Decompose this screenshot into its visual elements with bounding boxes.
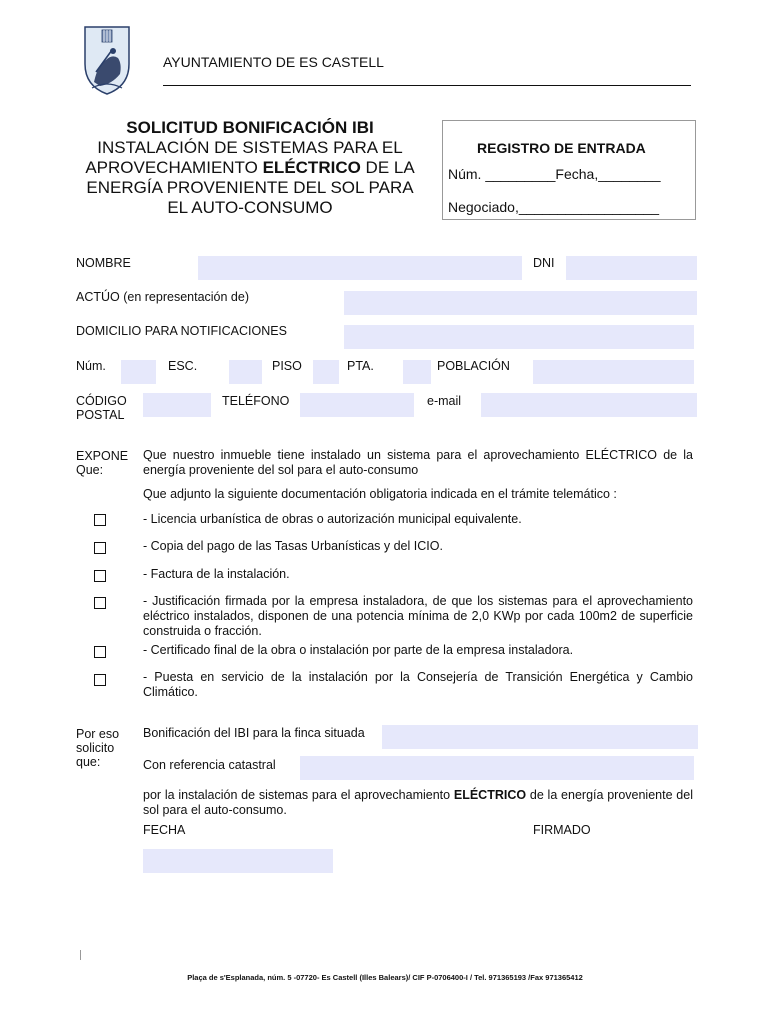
referencia-catastral-field[interactable] [300, 756, 694, 780]
num-label: Núm. [76, 359, 106, 373]
document-title [60, 118, 440, 218]
bonificacion-label: Bonificación del IBI para la finca situada [143, 726, 365, 740]
domicilio-field[interactable] [344, 325, 694, 349]
checkbox-justificacion[interactable] [94, 597, 106, 609]
checkbox-licencia[interactable] [94, 514, 106, 526]
domicilio-label: DOMICILIO PARA NOTIFICACIONES [76, 324, 287, 338]
doc-item-justificacion: - Justificación firmada por la empresa instaladora, de que los sistemas para el aprovechamiento eléctrico instalados, disponen de una potencia mínima de 2,0 KWp por cada 100m2 de superficie construida o fracción. [143, 594, 693, 638]
codigo-postal-field[interactable] [143, 393, 211, 417]
esc-field[interactable] [229, 360, 262, 384]
title-line-2 [60, 158, 440, 178]
expone-text: Que nuestro inmueble tiene instalado un sistema para el aprovechamiento ELÉCTRICO de la energía proveniente del sol para el auto-consumo [143, 448, 693, 477]
num-field[interactable] [121, 360, 156, 384]
instalacion-text-end: de la energía proveniente del sol para el auto-consumo. [143, 788, 693, 817]
esc-label: ESC. [168, 359, 198, 373]
doc-item-puesta-servicio: - Puesta en servicio de la instalación por la Consejería de Transición Energética y Cambio Climático. [143, 670, 693, 699]
registro-negociado: Negociado,__________________ [448, 199, 659, 215]
email-label: e-mail [427, 394, 462, 408]
doc-item-certificado: - Certificado final de la obra o instalación por parte de la empresa instaladora. [143, 643, 574, 657]
solicito-label-2: solicito [76, 741, 115, 755]
nombre-label: NOMBRE [76, 256, 131, 270]
telefono-field[interactable] [300, 393, 414, 417]
checkbox-tasas[interactable] [94, 542, 106, 554]
title-line-1: INSTALACIÓN DE SISTEMAS PARA EL [97, 138, 403, 157]
actuo-label: ACTÚO (en representación de) [76, 290, 249, 304]
fecha-label: FECHA [143, 823, 186, 837]
piso-field[interactable] [313, 360, 339, 384]
footer-address: Plaça de s'Esplanada, núm. 5 -07720- Es Castell (Illes Balears)/ CIF P-0706400-I / Tel. 971365193 /Fax 971365412 [187, 973, 583, 982]
instalacion-text-bold: ELÉCTRICO [453, 788, 527, 802]
email-field[interactable] [481, 393, 697, 417]
pta-field[interactable] [403, 360, 431, 384]
dni-field[interactable] [566, 256, 697, 280]
referencia-label: Con referencia catastral [143, 758, 276, 772]
footer-mark [80, 950, 81, 960]
title-line-3: ENERGÍA PROVENIENTE DEL SOL PARA [86, 178, 414, 197]
municipal-crest-logo [82, 24, 132, 96]
adjunto-text: Que adjunto la siguiente documentación obligatoria indicada en el trámite telemático : [143, 487, 617, 501]
registro-num-fecha: Núm. _________Fecha,________ [448, 166, 661, 182]
telefono-label: TELÉFONO [222, 394, 290, 408]
finca-field[interactable] [382, 725, 698, 749]
title-main: SOLICITUD BONIFICACIÓN IBI [126, 118, 374, 137]
title-line-2-start: APROVECHAMIENTO [85, 158, 263, 177]
expone-label: EXPONE [76, 449, 129, 463]
firmado-label: FIRMADO [533, 823, 591, 837]
title-line-2-end: DE LA [360, 158, 415, 177]
crest-icon [82, 24, 132, 96]
doc-item-tasas: - Copia del pago de las Tasas Urbanísticas y del ICIO. [143, 539, 443, 553]
codigo-label: CÓDIGO [76, 394, 127, 408]
poblacion-field[interactable] [533, 360, 694, 384]
solicito-label-3: que: [76, 755, 101, 769]
nombre-field[interactable] [198, 256, 522, 280]
actuo-field[interactable] [344, 291, 697, 315]
checkbox-puesta-servicio[interactable] [94, 674, 106, 686]
title-line-4: EL AUTO-CONSUMO [167, 198, 333, 217]
fecha-field[interactable] [143, 849, 333, 873]
pta-label: PTA. [347, 359, 374, 373]
title-line-2-bold: ELÉCTRICO [262, 158, 361, 177]
piso-label: PISO [272, 359, 302, 373]
org-name: AYUNTAMIENTO DE ES CASTELL [163, 54, 384, 70]
dni-label: DNI [533, 256, 555, 270]
checkbox-factura[interactable] [94, 570, 106, 582]
doc-item-factura: - Factura de la instalación. [143, 567, 290, 581]
instalacion-text [143, 788, 693, 818]
header-rule [163, 85, 691, 86]
poblacion-label: POBLACIÓN [437, 359, 510, 373]
expone-que-label: Que: [76, 463, 104, 477]
postal-label: POSTAL [76, 408, 125, 422]
registro-title: REGISTRO DE ENTRADA [477, 140, 646, 156]
solicito-label-1: Por eso [76, 727, 120, 741]
instalacion-text-start: por la instalación de sistemas para el aprovechamiento [143, 788, 454, 802]
checkbox-certificado[interactable] [94, 646, 106, 658]
doc-item-licencia: - Licencia urbanística de obras o autorización municipal equivalente. [143, 512, 522, 526]
